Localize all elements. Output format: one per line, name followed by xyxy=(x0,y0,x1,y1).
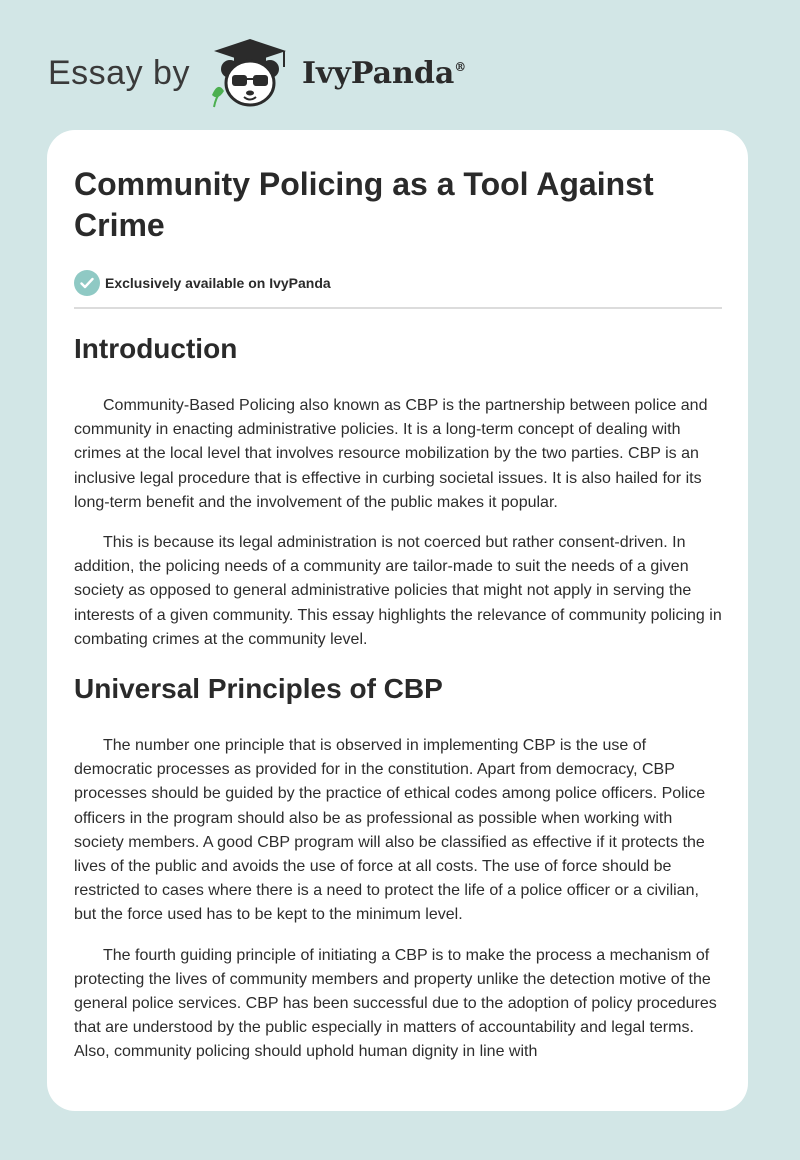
paragraph: The number one principle that is observed in implementing CBP is the use of democratic processes as provided for in the constitution. Apart from democracy, CBP processes should be guided by the practice of ethical codes among police officers. Police officers in the program should also be as professional as possible when working with society members. A good CBP program will also be classified as effective if it protects the lives of the public and avoids the use of force at all costs. The use of force should be restricted to cases where there is a need to protect the life of a police officer or a civilian, but the force used has to be kept to the minimum level. xyxy=(74,737,706,924)
brand-name xyxy=(302,56,466,91)
paragraph: The fourth guiding principle of initiating a CBP is to make the process a mechanism of protecting the lives of community members and property unlike the detection motive of the general police services. CBP has been successful due to the adoption of policy procedures that are understood by the public especially in matters of accountability and legal terms. Also, community policing should uphold human dignity in line with xyxy=(74,946,717,1061)
divider xyxy=(74,307,722,309)
page-title: Community Policing as a Tool Against Crime xyxy=(74,166,654,243)
essay-by-label: Essay by xyxy=(48,53,190,92)
exclusive-badge xyxy=(74,269,722,297)
section-heading-introduction: Introduction xyxy=(74,333,238,364)
paragraph: This is because its legal administration is not coerced but rather consent-driven. In addition, the policing needs of a community are tailor-made to suit the needs of a given society as opposed to general administrative policies that might not apply in serving the interests of a given community. This essay highlights the relevance of community policing in combating crimes at the community level. xyxy=(74,534,722,648)
paragraph: Community-Based Policing also known as CBP is the partnership between police and community in enacting administrative policies. It is a long-term concept of dealing with crimes at the local level that involves resource mobilization by the two parties. CBP is an inclusive legal procedure that is effective in curbing societal issues. It is also hailed for its long-term benefit and the involvement of the public makes it popular. xyxy=(74,397,708,511)
badge-text: Exclusively available on IvyPanda xyxy=(105,275,331,291)
essay-card xyxy=(47,130,748,1111)
panda-logo-icon xyxy=(204,37,296,109)
section-heading-universal-principles: Universal Principles of CBP xyxy=(74,673,443,705)
check-icon xyxy=(74,270,100,296)
ivypanda-logo[interactable] xyxy=(204,37,296,109)
registered-mark: ® xyxy=(454,59,467,74)
brand-text: IvyPanda xyxy=(301,55,455,91)
site-header xyxy=(48,38,466,108)
